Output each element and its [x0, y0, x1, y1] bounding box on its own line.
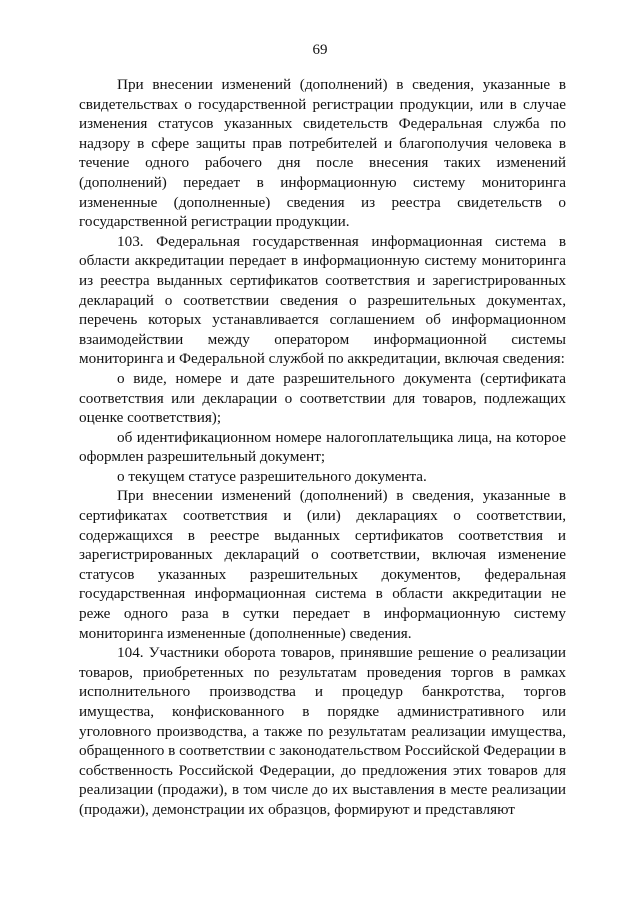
- paragraph-document-type: о виде, номере и дате разрешительного документа (сертификата соответствия или декларации о соответствии для товаров, подлежащих оценке соответствия);: [79, 369, 566, 427]
- paragraph-104: 104. Участники оборота товаров, принявшие решение о реализации товаров, приобретенных по результатам проведения торгов в рамках исполнительного производства и процедур банкротства, торгов имущества, конфискованного в порядке административного или уголовного производства, а также по результатам реализации имущества, обращенного в соответствии с законодательством Российской Федерации в собственность Российской Федерации, до предложения этих товаров для реализации (продажи), в том числе до их выставления в месте реализации (продажи), демонстрации их образцов, формируют и представляют: [79, 644, 566, 818]
- paragraph-taxpayer-id: об идентификационном номере налогоплательщика лица, на которое оформлен разрешительный документ;: [79, 428, 566, 466]
- paragraph-certificate-changes: При внесении изменений (дополнений) в сведения, указанные в свидетельствах о государственной регистрации продукции, или в случае изменения статусов указанных свидетельств Федеральная служба по надзору в сфере защиты прав потребителей и благополучия человека в течение одного рабочего дня после внесения таких изменений (дополнений) передает в информационную систему мониторинга измененные (дополненные) сведения из реестра свидетельств о государственной регистрации продукции.: [79, 76, 566, 231]
- paragraph-103: 103. Федеральная государственная информационная система в области аккредитации передает в информационную систему мониторинга из реестра выданных сертификатов соответствия и зарегистрированных деклараций о соответствии сведения о разрешительных документах, перечень которых устанавливается соглашением об информационном взаимодействии между оператором информационной системы мониторинга и Федеральной службой по аккредитации, включая сведения:: [79, 232, 566, 368]
- document-body: [79, 75, 566, 820]
- paragraph-accreditation-changes: При внесении изменений (дополнений) в сведения, указанные в сертификатах соответствия и (или) декларациях о соответствии, содержащихся в реестре выданных сертификатов соответствия и зарегистрированных деклараций о соответствии, включая изменение статусов указанных разрешительных документов, федеральная государственная информационная система в области аккредитации не реже одного раза в сутки передает в информационную систему мониторинга измененные (дополненные) сведения.: [79, 487, 566, 642]
- page-number: 69: [312, 42, 328, 58]
- paragraph-current-status: о текущем статусе разрешительного документа.: [117, 467, 427, 485]
